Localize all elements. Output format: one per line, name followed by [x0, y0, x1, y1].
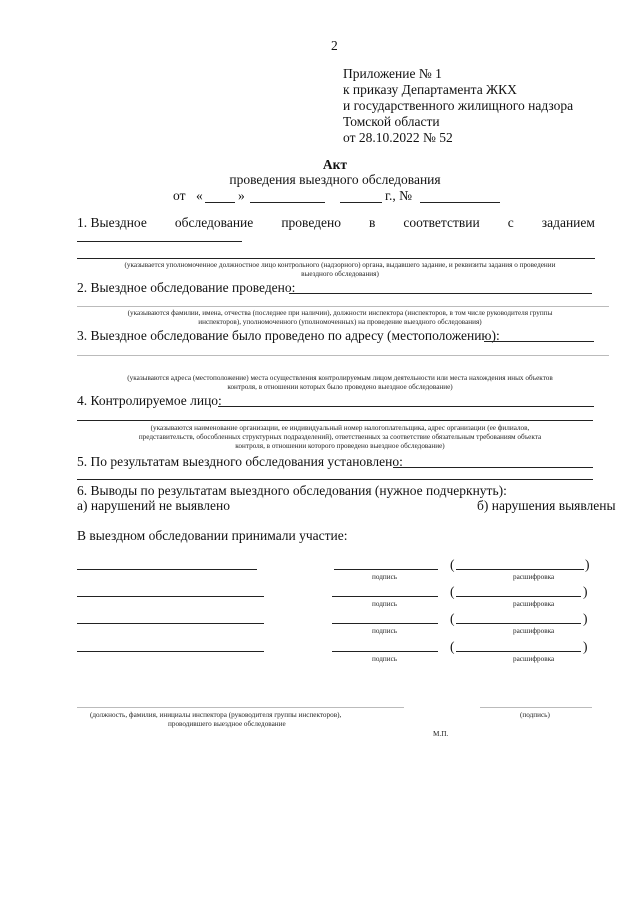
item1-note-line-1: (указывается уполномоченное должностное лицо контрольного (надзорного) органа, выдавшего задание, и реквизиты задания о проведении — [124, 261, 556, 269]
participant-signature-field[interactable] — [332, 623, 438, 624]
option-no-violations[interactable]: а) нарушений не выявлено — [77, 498, 230, 513]
participants-heading: В выездном обследовании принимали участие: — [77, 528, 348, 543]
participant-decode-field[interactable] — [456, 569, 584, 570]
item2-label: 2. Выездное обследование проведено: — [77, 280, 296, 295]
item5-field-2[interactable] — [77, 479, 593, 480]
paren-open: ( — [450, 584, 455, 599]
date-ot: от — [173, 188, 186, 203]
item2-field-2[interactable] — [77, 306, 609, 307]
decode-caption: расшифровка — [513, 573, 555, 581]
decode-caption: расшифровка — [513, 600, 555, 608]
page-number: 2 — [331, 38, 338, 53]
item1-field-1[interactable] — [77, 241, 242, 242]
decode-caption: расшифровка — [513, 627, 555, 635]
item2-note-line-1: (указываются фамилии, имена, отчества (последнее при наличии), должности инспектора (инспекторов, в том числе руководителя группы — [127, 309, 553, 317]
item4-field-1[interactable] — [218, 406, 594, 407]
item1-note-line-2: выездного обследования) — [301, 270, 379, 278]
inspector-signature-field[interactable] — [480, 707, 592, 708]
participant-position-field[interactable] — [77, 651, 264, 652]
item2-field-1[interactable] — [289, 293, 592, 294]
item3-note-line-2: контроля, в отношении которых было проведено выездное обследование) — [227, 383, 453, 391]
date-quote-open: « — [196, 188, 203, 203]
participant-decode-field[interactable] — [456, 651, 581, 652]
item3-note — [60, 374, 620, 392]
signature-caption: подпись — [372, 573, 398, 581]
item4-note-line-2: представительств, обособленных структурных подразделений), ответственных за соответствие обязательным требованиям объекта — [138, 433, 542, 441]
participant-decode-field[interactable] — [456, 596, 581, 597]
inspector-field[interactable] — [77, 707, 404, 708]
option-violations-found[interactable]: б) нарушения выявлены — [477, 498, 616, 513]
paren-close: ) — [583, 611, 588, 626]
paren-open: ( — [450, 557, 455, 572]
item6-label: 6. Выводы по результатам выездного обследования (нужное подчеркнуть): — [77, 483, 507, 498]
month-field[interactable] — [250, 202, 325, 203]
item4-note-line-1: (указываются наименование организации, ее индивидуальный номер налогоплательщика, адрес организации (ее филиалов, — [150, 424, 530, 432]
item1-word: с — [507, 215, 514, 230]
appendix-line-1: Приложение № 1 — [343, 66, 442, 81]
date-quote-close: » — [238, 188, 245, 203]
decode-caption: расшифровка — [513, 655, 555, 663]
appendix-line-5: от 28.10.2022 № 52 — [343, 130, 453, 145]
item2-note-line-2: инспекторов), уполномоченного (уполномоченных) на проведение выездного обследования) — [198, 318, 482, 326]
participant-position-field[interactable] — [77, 623, 264, 624]
item5-label: 5. По результатам выездного обследования установлено: — [77, 454, 403, 469]
year-field[interactable] — [340, 202, 382, 203]
footer-left-line-2: проводившего выездное обследование — [168, 720, 286, 728]
footer-signature-caption: (подпись) — [520, 711, 550, 719]
item1-word: в — [369, 215, 376, 230]
item1-word: обследование — [174, 215, 254, 230]
item1-word: 1. Выездное — [77, 215, 147, 230]
paren-open: ( — [450, 639, 455, 654]
paren-close: ) — [583, 584, 588, 599]
participant-position-field[interactable] — [77, 569, 257, 570]
item3-note-line-1: (указываются адреса (местоположение) места осуществления контролируемым лицом деятельности или места нахождения иных объектов — [127, 374, 553, 382]
item3-field-1[interactable] — [484, 341, 594, 342]
item4-note-line-3: контроля, в отношении которого проведено выездное обследование) — [235, 442, 445, 450]
document-subtitle: проведения выездного обследования — [229, 172, 441, 187]
item2-note — [60, 309, 620, 327]
appendix-line-3: и государственного жилищного надзора — [343, 98, 574, 113]
item1-note — [60, 261, 620, 279]
participant-position-field[interactable] — [77, 596, 264, 597]
item3-field-2[interactable] — [77, 355, 609, 356]
day-field[interactable] — [205, 202, 235, 203]
signature-caption: подпись — [372, 627, 398, 635]
item1-word: заданием — [541, 215, 595, 230]
appendix-line-2: к приказу Департамента ЖКХ — [343, 82, 517, 97]
item4-note — [60, 424, 620, 451]
appendix-line-4: Томской области — [343, 114, 440, 129]
paren-open: ( — [450, 611, 455, 626]
number-field[interactable] — [420, 202, 500, 203]
item3-label: 3. Выездное обследование было проведено по адресу (местоположению): — [77, 328, 500, 343]
participant-signature-field[interactable] — [332, 651, 438, 652]
paren-close: ) — [585, 557, 590, 572]
participant-signature-field[interactable] — [334, 569, 438, 570]
item5-field-1[interactable] — [393, 467, 593, 468]
item4-label: 4. Контролируемое лицо: — [77, 393, 222, 408]
item1-word: соответствии — [403, 215, 480, 230]
footer-left-line-1: (должность, фамилия, инициалы инспектора (руководителя группы инспекторов), — [90, 711, 342, 719]
item4-field-2[interactable] — [77, 420, 593, 421]
signature-caption: подпись — [372, 600, 398, 608]
paren-close: ) — [583, 639, 588, 654]
stamp-place: М.П. — [433, 730, 449, 738]
date-year-number: г., № — [385, 188, 413, 203]
signature-caption: подпись — [372, 655, 398, 663]
item1-word: проведено — [281, 215, 341, 230]
item1-text — [77, 215, 595, 231]
appendix-block — [343, 66, 573, 146]
participant-signature-field[interactable] — [332, 596, 438, 597]
document-title: Акт — [322, 157, 348, 172]
item1-field-2[interactable] — [77, 258, 595, 259]
participant-decode-field[interactable] — [456, 623, 581, 624]
